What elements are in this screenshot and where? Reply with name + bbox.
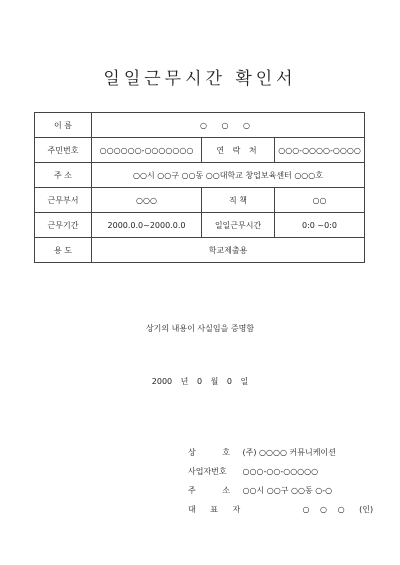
name-row (35, 113, 365, 138)
ceo-value: ○ ○ ○ (302, 505, 349, 514)
contact-label: 연 락 처 (202, 138, 275, 163)
contact-value: ○○○-○○○○-○○○○ (275, 138, 365, 163)
daily-hours-label: 일일근무시간 (202, 213, 275, 238)
bizno-value: ○○○-○○-○○○○○ (242, 467, 319, 476)
dept-label: 근무부서 (35, 188, 92, 213)
name-label: 이 름 (35, 113, 92, 138)
period-label: 근무기간 (35, 213, 92, 238)
sig-address-label: 주 소 (188, 486, 242, 495)
sig-address-value: ○○시 ○○구 ○○동 ○-○ (242, 486, 333, 495)
address-label: 주 소 (35, 163, 92, 188)
signature-bizno-line (188, 466, 318, 477)
address-row (35, 163, 365, 188)
purpose-value: 학교제출용 (92, 238, 365, 263)
document-title: 일일근무시간 확인서 (103, 69, 297, 89)
resident-label: 주민번호 (35, 138, 92, 163)
period-value: 2000.0.0~2000.0.0 (92, 213, 202, 238)
period-hours-row (35, 213, 365, 238)
company-value: (주) ○○○○ 커뮤니케이션 (242, 448, 336, 457)
signature-address-line (188, 485, 332, 496)
dept-value: ○○○ (92, 188, 202, 213)
dept-position-row (35, 188, 365, 213)
company-label: 상 호 (188, 448, 242, 457)
purpose-label: 용 도 (35, 238, 92, 263)
info-table (34, 112, 365, 263)
signature-ceo-line (188, 504, 373, 515)
daily-hours-value: 0:0 ~0:0 (275, 213, 365, 238)
resident-contact-row (35, 138, 365, 163)
name-value: ○ ○ ○ (92, 113, 365, 138)
bizno-label: 사업자번호 (188, 467, 227, 476)
resident-value: ○○○○○○-○○○○○○○ (92, 138, 202, 163)
signature-company-line (188, 447, 336, 458)
confirmation-statement: 상기의 내용이 사실임을 증명함 (145, 324, 255, 333)
ceo-label: 대 표 자 (188, 505, 247, 514)
seal-mark: (인) (359, 505, 374, 514)
address-value: ○○시 ○○구 ○○동 ○○대학교 창업보육센터 ○○○호 (92, 163, 365, 188)
issue-date: 2000 년 0 월 0 일 (151, 377, 249, 386)
position-label: 직 책 (202, 188, 275, 213)
purpose-row (35, 238, 365, 263)
position-value: ○○ (275, 188, 365, 213)
